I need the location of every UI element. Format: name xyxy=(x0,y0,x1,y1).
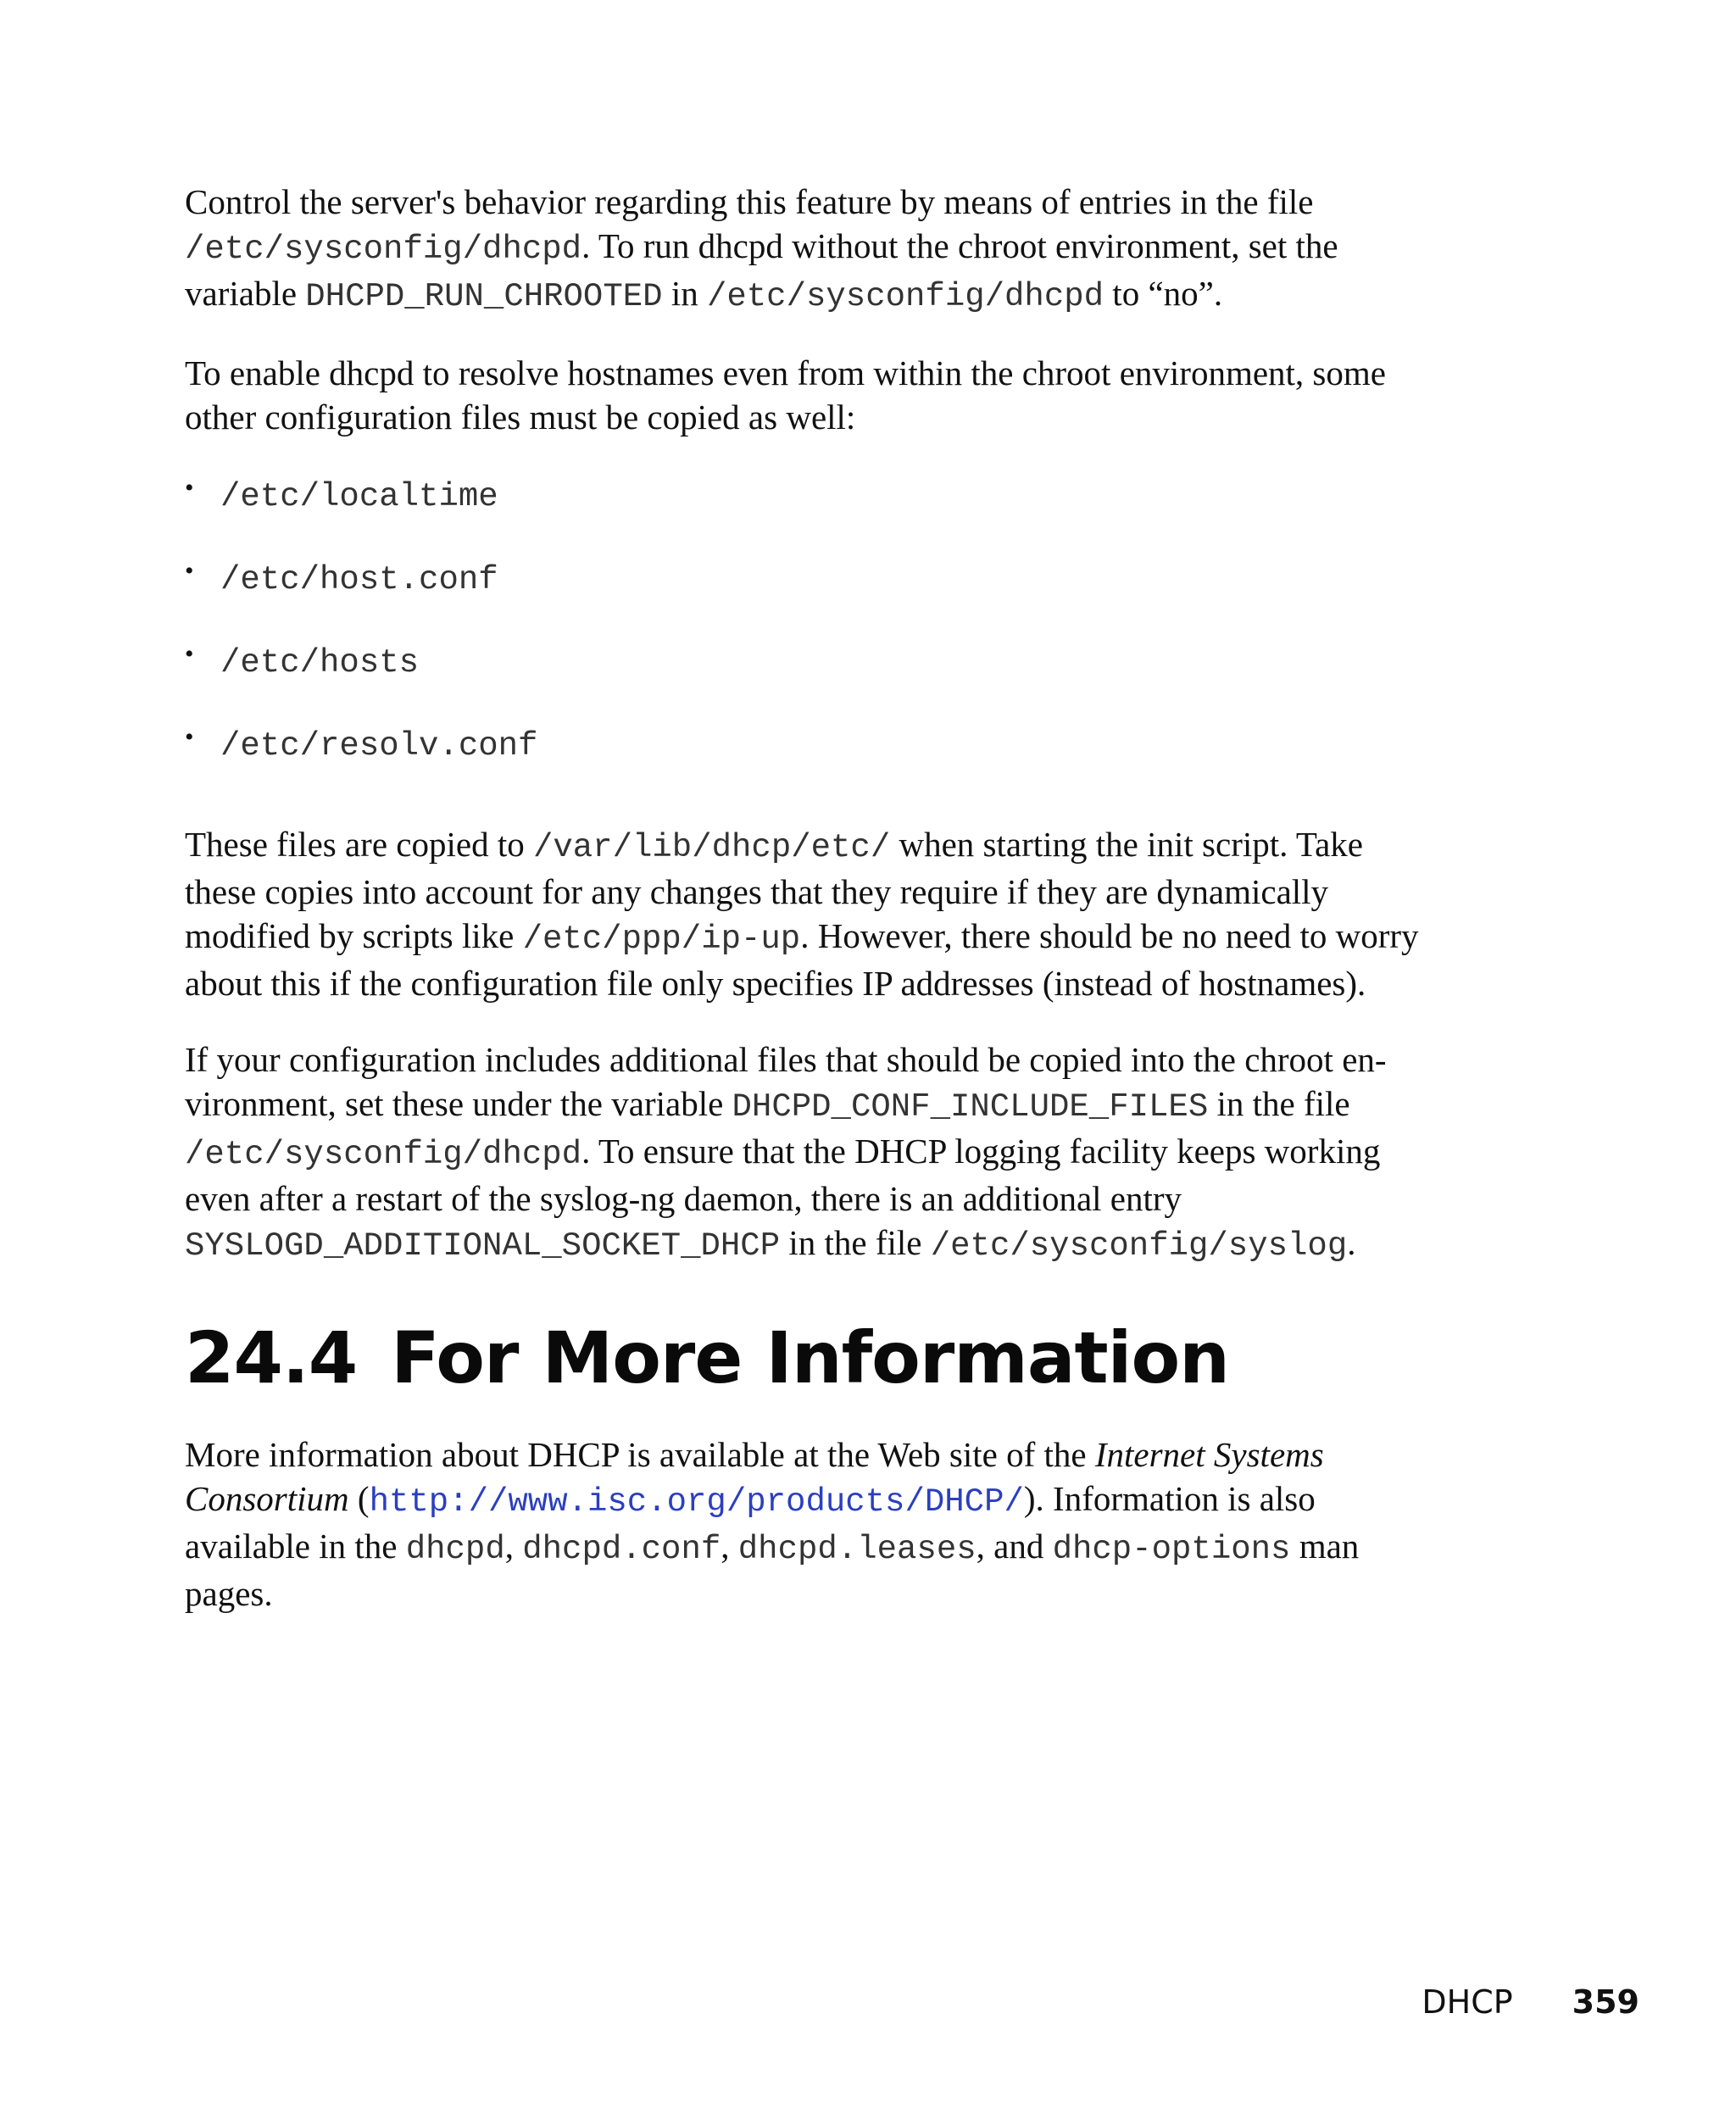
man-dhcpd-leases: dhcpd.leases xyxy=(737,1531,976,1568)
paragraph-chroot-config: Control the server's behavior regarding this feature by means of entries in the file /etc/sysconfig/dhcpd. To run dhcpd without the chroot environment, set the variable DHCPD_RUN_CHROOTED in /etc/sysconfig/dhcpd to “no”. xyxy=(185,182,1338,315)
var-dhcpd-run-chrooted: DHCPD_RUN_CHROOTED xyxy=(305,278,663,315)
path-sysconfig-syslog: /etc/sysconfig/syslog xyxy=(930,1227,1348,1265)
list-item: • /etc/localtime xyxy=(185,471,1422,554)
bullet-icon: • xyxy=(185,557,194,585)
list-item: • /etc/resolv.conf xyxy=(185,720,1422,804)
paragraph-resolve-hostnames: To enable dhcpd to resolve hostnames even from within the chroot environment, some other configuration files must be copied as well: xyxy=(185,353,1386,437)
path-sysconfig-dhcpd: /etc/sysconfig/dhcpd xyxy=(185,231,582,268)
man-dhcp-options: dhcp-options xyxy=(1052,1531,1291,1568)
footer-section-name: DHCP xyxy=(1422,1983,1513,2021)
path-sysconfig-dhcpd: /etc/sysconfig/dhcpd xyxy=(706,278,1104,315)
bullet-icon: • xyxy=(185,723,194,751)
paragraph-more-info: More information about DHCP is available at the Web site of the Internet Systems Consortium (http://www.isc.org/products/DHCP/). Information is also available in the dhcpd, dhcpd.conf, dhcpd.leases, and dhcp-options man pages. xyxy=(185,1435,1360,1613)
page-footer xyxy=(1422,1983,1639,2021)
page-number: 359 xyxy=(1572,1983,1639,2021)
path-var-lib-dhcp: /var/lib/dhcp/etc/ xyxy=(532,829,891,866)
list-item: • /etc/host.conf xyxy=(185,554,1422,637)
var-dhcpd-conf-include-files: DHCPD_CONF_INCLUDE_FILES xyxy=(732,1088,1209,1126)
paragraph-additional-files: If your configuration includes additional files that should be copied into the chroot environment, set these under the variable DHCPD_CONF_INCLUDE_FILES in the file /etc/sysconfig/dhcpd. To ensure that the DHCP logging facility keeps working even after a restart of the syslog-ng daemon, there is an additional entry SYSLOGD_ADDITIONAL_SOCKET_DHCP in the file /etc/sysconfig/syslog. xyxy=(185,1040,1387,1265)
page-body xyxy=(185,180,1422,1648)
bullet-icon: • xyxy=(185,474,194,502)
list-item: • /etc/hosts xyxy=(185,637,1422,720)
man-dhcpd: dhcpd xyxy=(405,1531,505,1568)
section-title: For More Information xyxy=(391,1316,1229,1399)
var-syslogd-additional-socket: SYSLOGD_ADDITIONAL_SOCKET_DHCP xyxy=(185,1227,781,1265)
isc-name: Internet Systems Consortium xyxy=(185,1435,1324,1518)
config-file-list xyxy=(185,471,1422,804)
man-dhcpd-conf: dhcpd.conf xyxy=(522,1531,721,1568)
path-sysconfig-dhcpd: /etc/sysconfig/dhcpd xyxy=(185,1136,582,1173)
section-number: 24.4 xyxy=(185,1316,358,1399)
isc-dhcp-link[interactable]: http://www.isc.org/products/DHCP/ xyxy=(369,1483,1024,1521)
bullet-icon: • xyxy=(185,640,194,668)
paragraph-files-copied: These files are copied to /var/lib/dhcp/etc/ when starting the init script. Take these copies into account for any changes that they require if they are dynamically modified by scripts like /etc/ppp/ip-up. However, there should be no need to worry about this if the configuration file only specifies IP addresses (instead of hostnames). xyxy=(185,825,1419,1003)
section-heading xyxy=(185,1317,1422,1399)
path-ppp-ip-up: /etc/ppp/ip-up xyxy=(522,921,801,958)
